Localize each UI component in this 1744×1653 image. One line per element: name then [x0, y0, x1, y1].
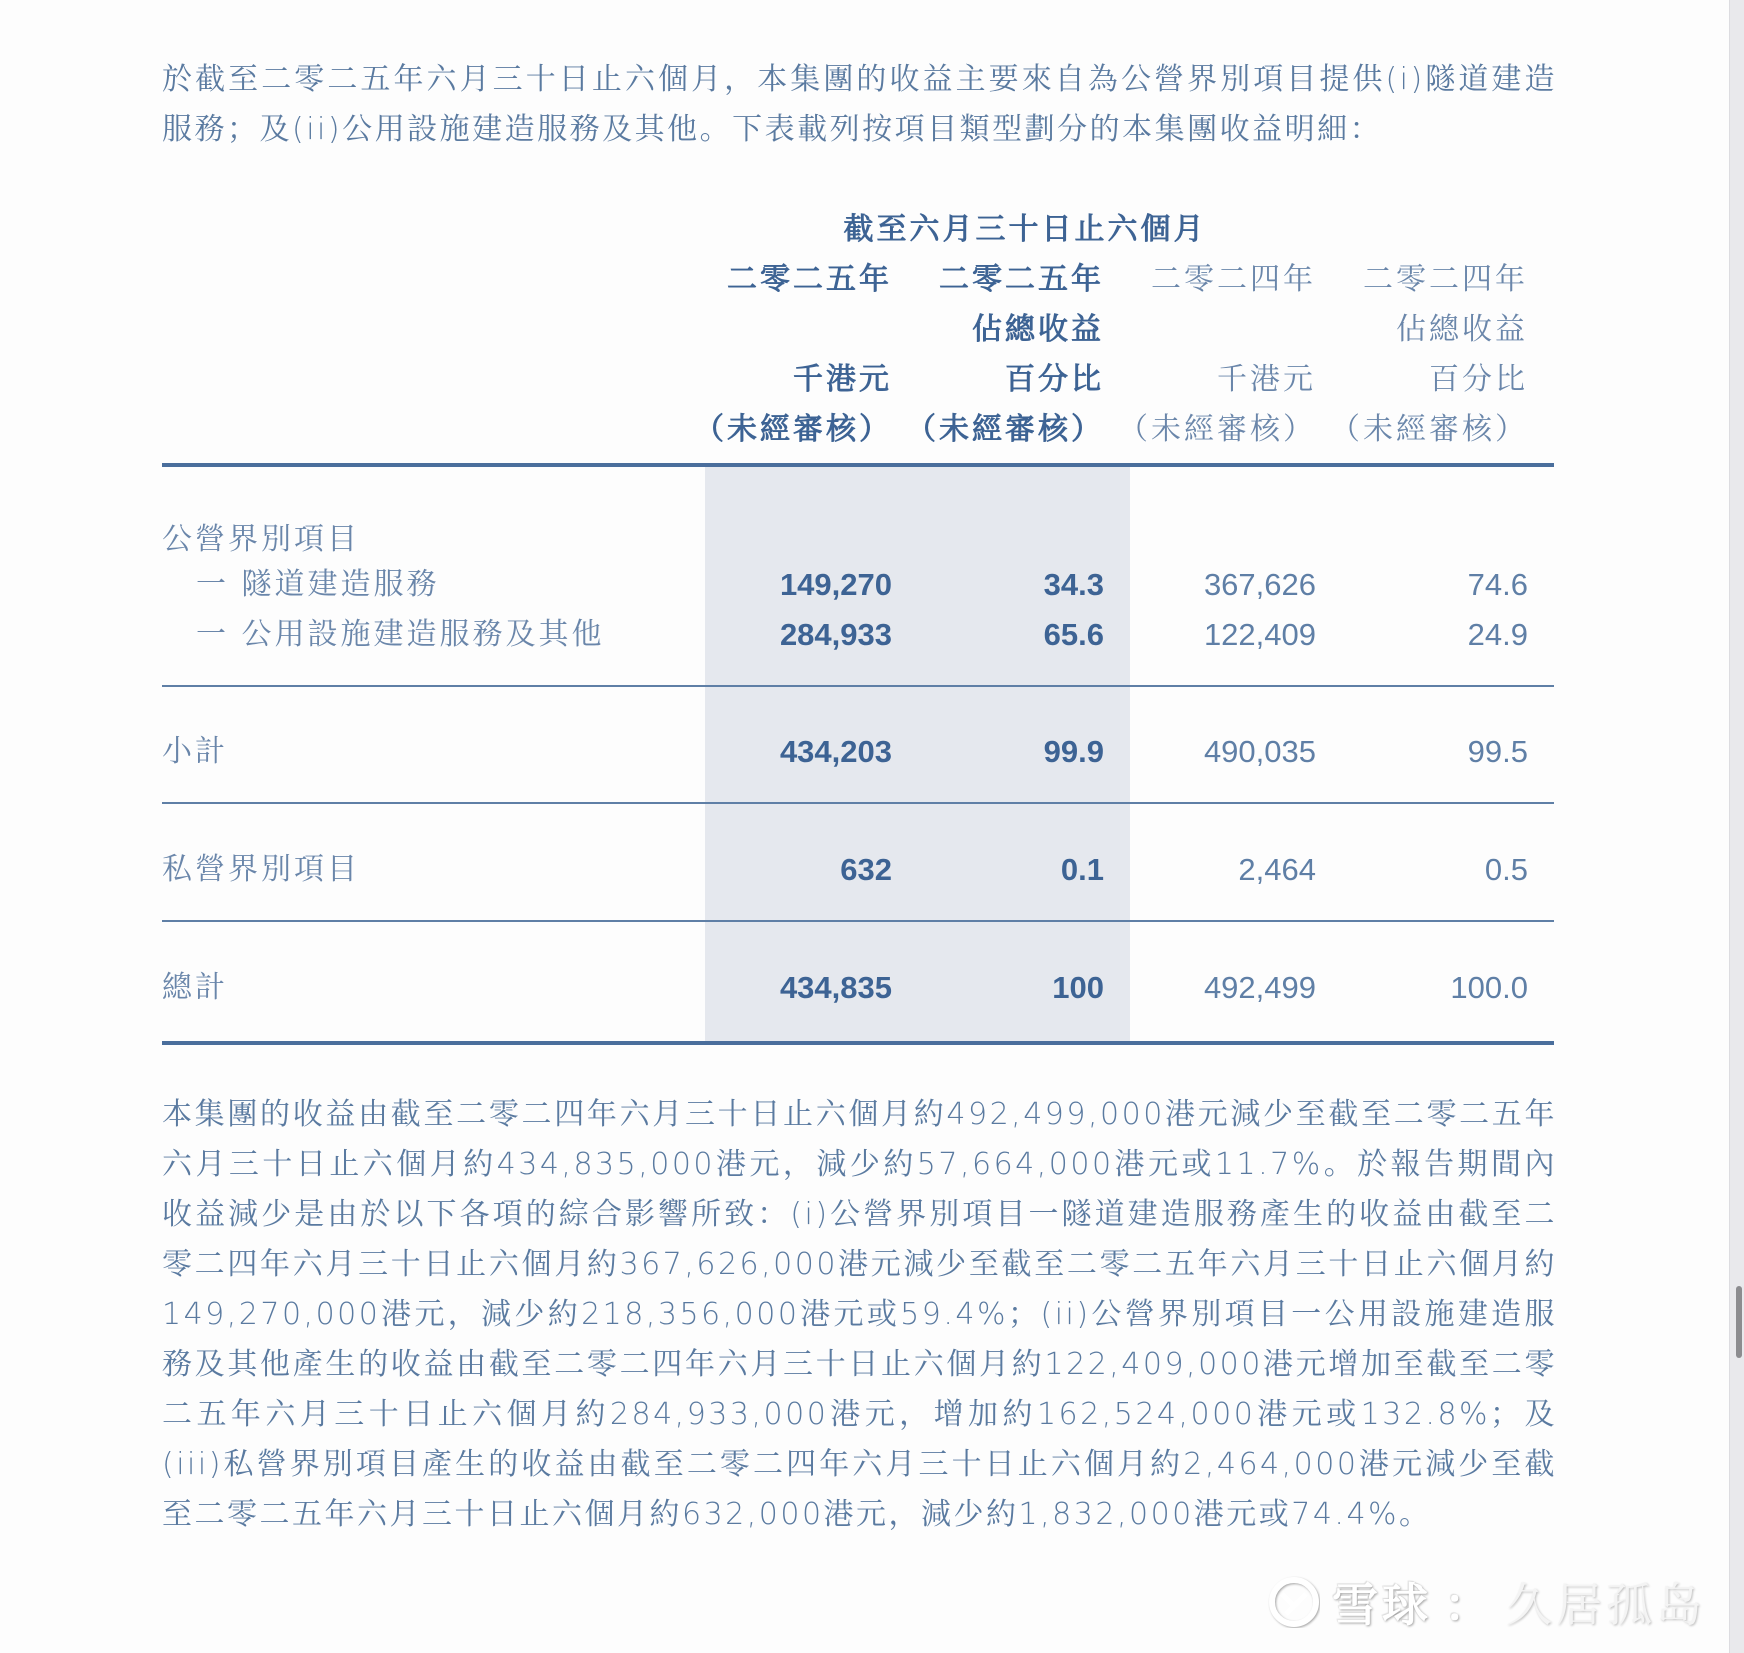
xueqiu-logo-icon	[1268, 1576, 1320, 1628]
table-row-utilities	[162, 610, 1554, 660]
column-sub1	[680, 305, 892, 355]
row-label: 小計	[162, 734, 228, 769]
subtotal-rule	[162, 685, 1554, 687]
column-header-2024-percent	[1316, 255, 1528, 455]
cell-2024-percent: 24.9	[1467, 617, 1528, 652]
column-unit: 百分比	[1005, 362, 1104, 397]
cell-2025-amount: 632	[840, 852, 892, 887]
cell-2025-percent: 99.9	[1043, 734, 1104, 769]
watermark-separator: ：	[1444, 1578, 1494, 1632]
cell-2024-amount: 492,499	[1203, 970, 1316, 1005]
header-rule	[162, 463, 1554, 467]
watermark-site: 雪球	[1332, 1578, 1432, 1632]
cell-2025-amount: 434,835	[779, 970, 892, 1005]
cell-2025-percent: 65.6	[1043, 617, 1104, 652]
watermark	[1268, 1572, 1706, 1632]
column-header-2025-amount	[680, 255, 892, 455]
row-label: 一 公用設施建造服務及其他	[196, 617, 605, 652]
column-sub1: 佔總收益	[972, 312, 1104, 347]
column-audit-status: （未經審核）	[694, 412, 892, 447]
column-unit: 百分比	[1429, 362, 1528, 397]
scrollbar-thumb[interactable]	[1736, 1286, 1742, 1358]
cell-2025-percent: 100	[1052, 970, 1104, 1005]
cell-2024-percent: 100.0	[1450, 970, 1528, 1005]
cell-2024-amount: 367,626	[1203, 567, 1316, 602]
column-header-2024-amount	[1104, 255, 1316, 455]
vertical-scrollbar[interactable]	[1729, 0, 1744, 1653]
column-year: 二零二四年	[1151, 262, 1316, 297]
column-year: 二零二五年	[939, 262, 1104, 297]
intro-paragraph: 於截至二零二五年六月三十日止六個月，本集團的收益主要來自為公營界別項目提供(i)隧道建造服務；及(ii)公用設施建造服務及其他。下表載列按項目類型劃分的本集團收益明細：	[162, 62, 1557, 147]
cell-2025-percent: 34.3	[1043, 567, 1104, 602]
column-sub1: 佔總收益	[1396, 312, 1528, 347]
row-label: 總計	[162, 970, 228, 1005]
column-sub1	[1104, 305, 1316, 355]
cell-2024-amount: 490,035	[1203, 734, 1316, 769]
column-header-2025-percent	[892, 255, 1104, 455]
total-rule	[162, 920, 1554, 922]
column-unit: 千港元	[793, 362, 892, 397]
table-row-subtotal	[162, 727, 1554, 777]
table-row-private-sector	[162, 845, 1554, 895]
cell-2024-amount: 2,464	[1238, 852, 1316, 887]
cell-2024-percent: 99.5	[1467, 734, 1528, 769]
cell-2024-percent: 0.5	[1484, 852, 1528, 887]
watermark-author: 久居孤岛	[1506, 1578, 1706, 1632]
bottom-rule	[162, 1041, 1554, 1045]
cell-2025-amount: 284,933	[779, 617, 892, 652]
cell-2025-amount: 434,203	[779, 734, 892, 769]
cell-2024-amount: 122,409	[1203, 617, 1316, 652]
table-row-total	[162, 963, 1554, 1013]
table-row-tunnel	[162, 560, 1554, 610]
row-label: 公營界別項目	[162, 522, 360, 557]
analysis-paragraph: 本集團的收益由截至二零二四年六月三十日止六個月約492,499,000港元減少至截至二零二五年六月三十日止六個月約434,835,000港元，減少約57,664,000港元或11.7%。於報告期間內收益減少是由於以下各項的綜合影響所致：(i)公營界別項目一隧道建造服務產生的收益由截至二零二四年六月三十日止六個月約367,626,000港元減少至截至二零二五年六月三十日止六個月約149,270,000港元，減少約218,356,000港元或59.4%；(ii)公營界別項目一公用設施建造服務及其他產生的收益由截至二零二四年六月三十日止六個月約122,409,000港元增加至截至二零二五年六月三十日止六個月約284,933,000港元，增加約162,524,000港元或132.8%；及(iii)私營界別項目產生的收益由截至二零二四年六月三十日止六個月約2,464,000港元減少至截至二零二五年六月三十日止六個月約632,000港元，減少約1,832,000港元或74.4%。	[162, 1097, 1557, 1532]
cell-2024-percent: 74.6	[1467, 567, 1528, 602]
table-row-public-sector	[162, 515, 1554, 565]
column-audit-status: （未經審核）	[1330, 412, 1528, 447]
row-label: 一 隧道建造服務	[196, 567, 440, 602]
cell-2025-percent: 0.1	[1060, 852, 1104, 887]
column-audit-status: （未經審核）	[1118, 412, 1316, 447]
cell-2025-amount: 149,270	[779, 567, 892, 602]
column-unit: 千港元	[1217, 362, 1316, 397]
column-year: 二零二四年	[1363, 262, 1528, 297]
period-group-header: 截至六月三十日止六個月	[843, 212, 1207, 247]
row-label: 私營界別項目	[162, 852, 360, 887]
column-audit-status: （未經審核）	[906, 412, 1104, 447]
column-year: 二零二五年	[727, 262, 892, 297]
private-rule	[162, 802, 1554, 804]
